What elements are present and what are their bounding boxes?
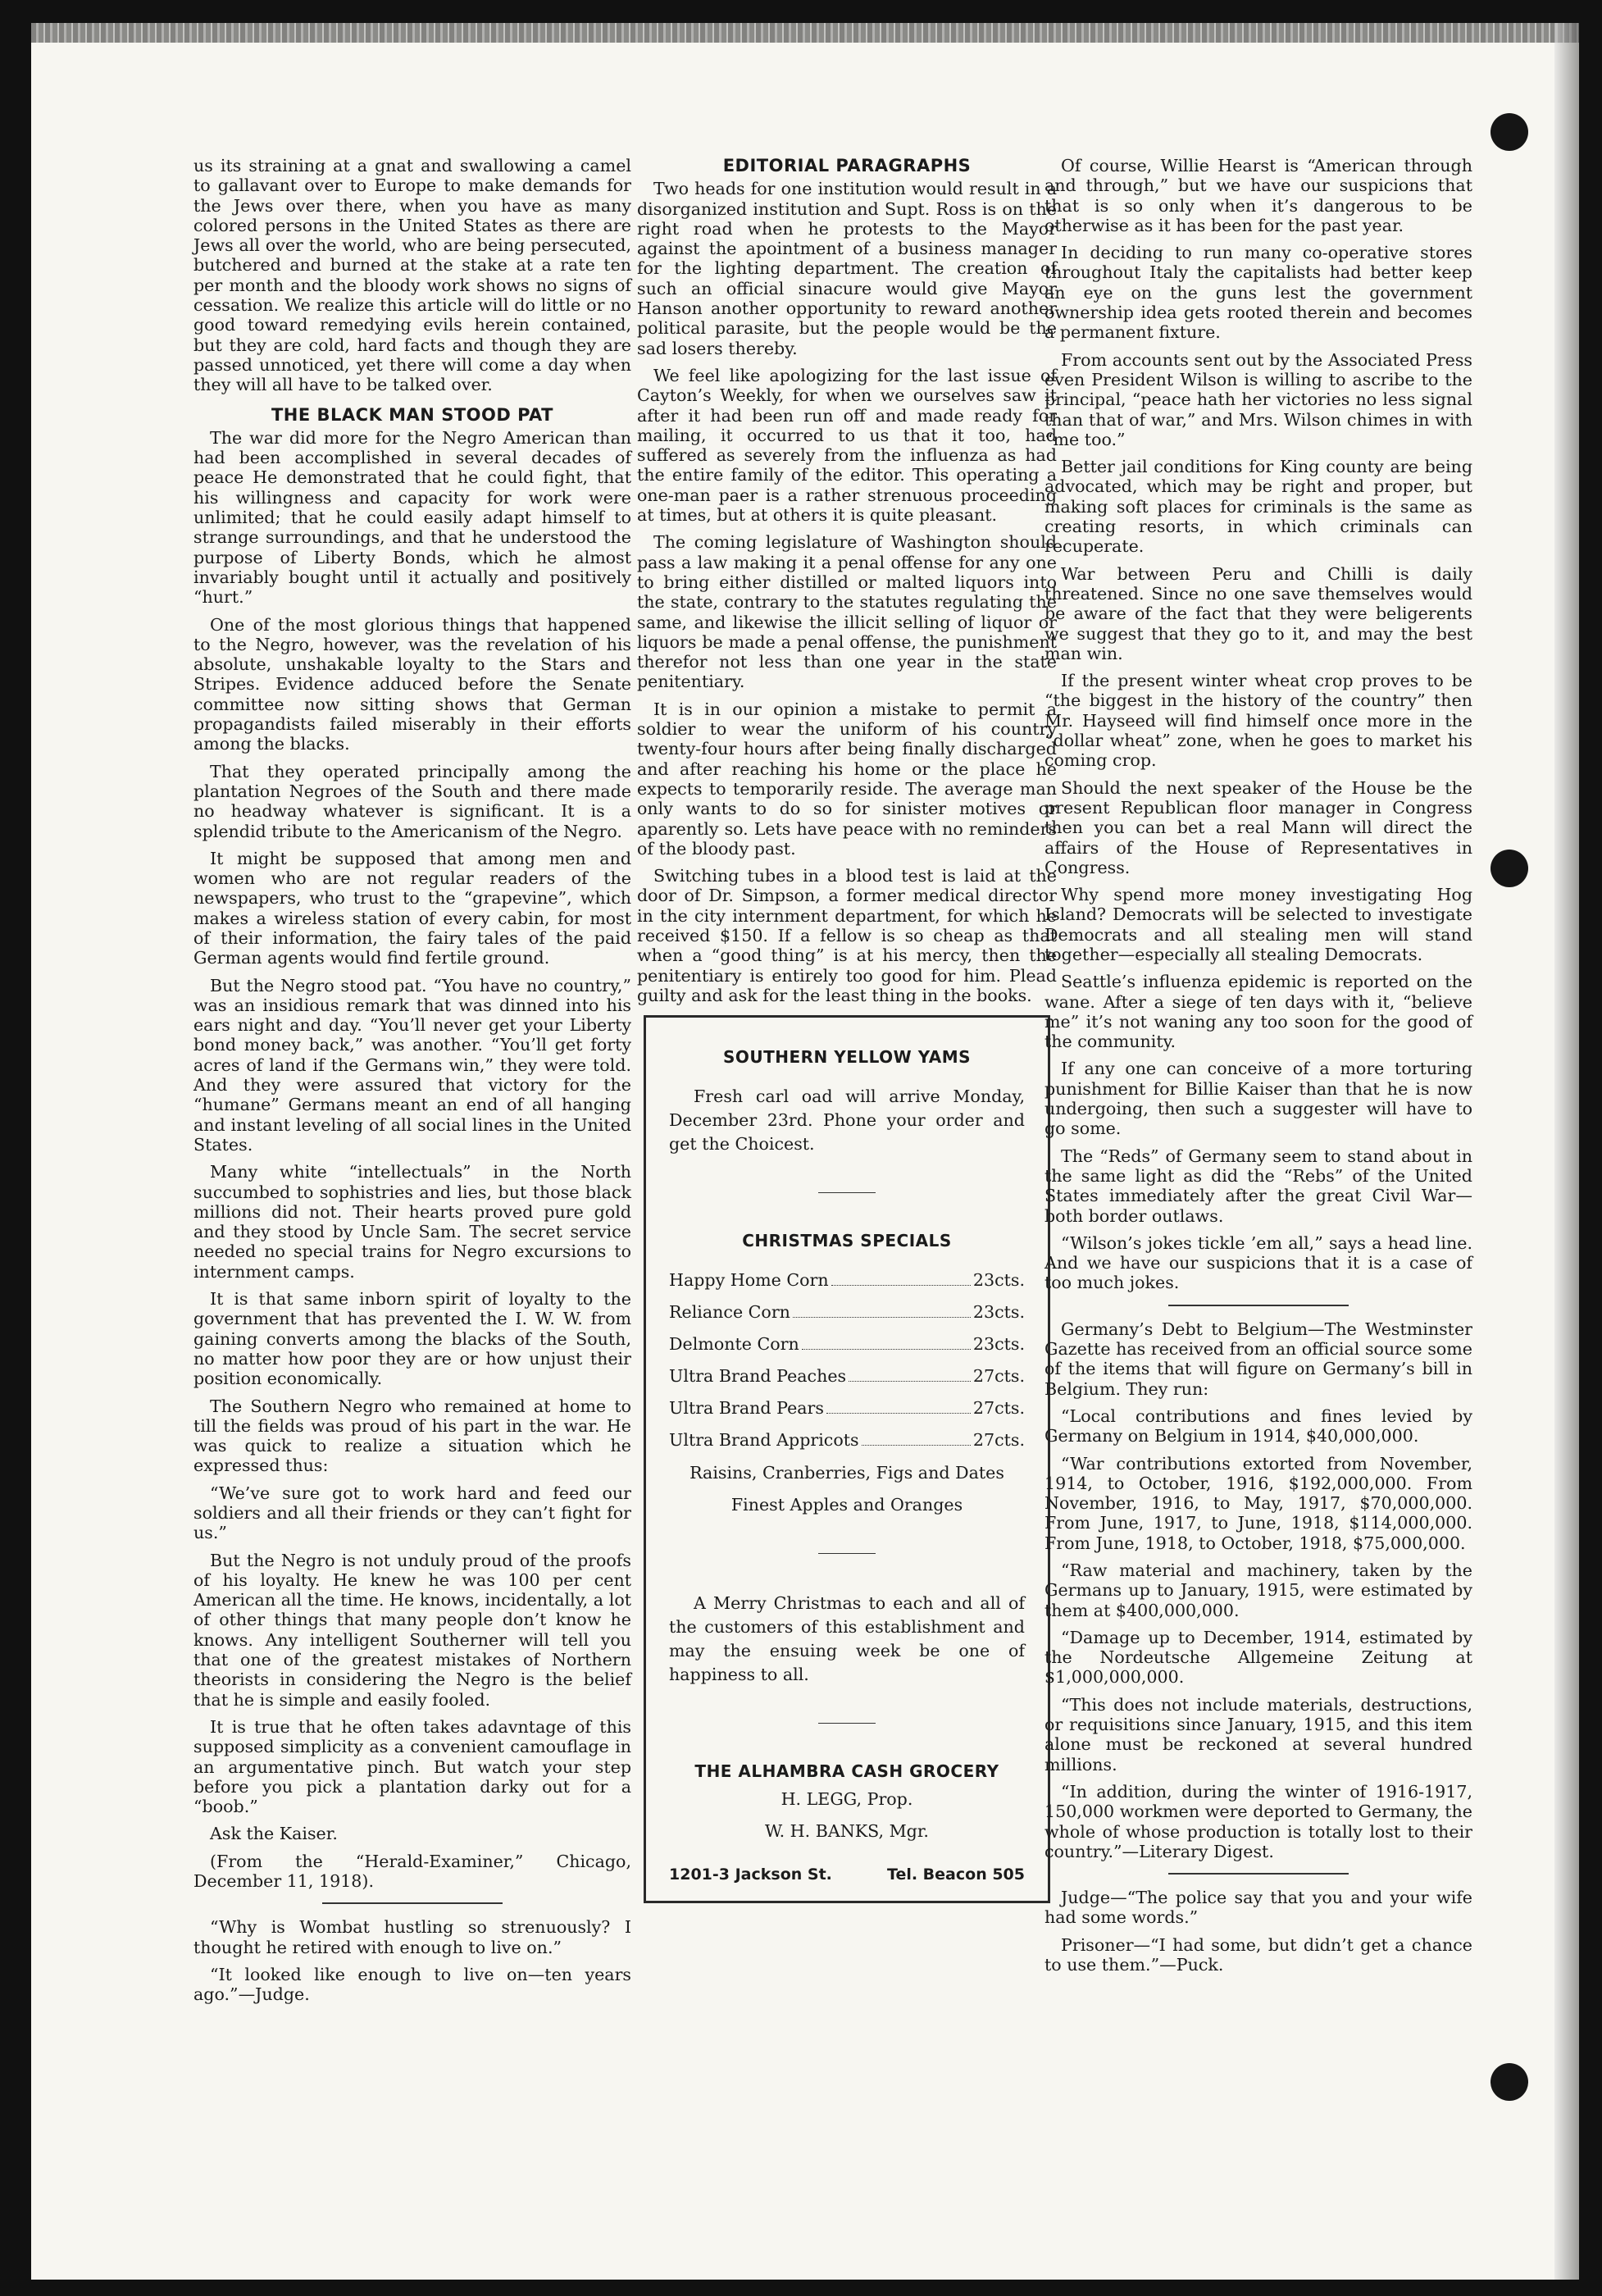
item-price: 27cts. (972, 1429, 1025, 1450)
paragraph: If the present winter wheat crop proves to be “the biggest in the history of the country” then Mr. Hayseed will find himself once more in the “dollar wheat” zone, when he goes to market his coming crop. (1044, 671, 1472, 771)
paragraph: Many white “intellectuals” in the North succumbed to sophistries and lies, but those black millions did not. Their hearts proved pure gold and they stood by Uncle Sam. The secret service needed no special trains for Negro excursions to internment camps. (193, 1162, 631, 1282)
paragraph: “Local contributions and fines levied by Germany on Belgium in 1914, $40,000,000. (1044, 1405, 1472, 1446)
paragraph: Of course, Willie Hearst is “American through and through,” but we have our suspicions that that is so only when it’s dangerous to be otherwise as it has been for the past year. (1044, 156, 1472, 235)
paragraph: In deciding to run many co-operative stores throughout Italy the capitalists had better keep an eye on the guns lest the government ownership idea gets rooted therein and becomes a permanent fixture. (1044, 243, 1472, 343)
ad-line: Raisins, Cranberries, Figs and Dates (689, 1462, 1004, 1483)
ad-title-yams: SOUTHERN YELLOW YAMS (722, 1047, 972, 1068)
store-address: 1201-3 Jackson St. (669, 1866, 832, 1884)
paragraph: “Raw material and machinery, taken by the Germans up to January, 1915, were estimated by them at $400,000,000. (1044, 1560, 1472, 1620)
paragraph: It might be supposed that among men and women who are not regular readers of the newspapers, who trust to the “grapevine”, which makes a wireless station of every cabin, for most of their information, the fairy tales of the paid German agents would find fertile ground. (193, 848, 631, 968)
newspaper-page (31, 23, 1579, 2280)
paragraph: It is in our opinion a mistake to permit a soldier to wear the uniform of his country twenty-four hours after being finally discharged and after reaching his home or the place he expects to temporarily reside. The average man only wants to do so for sinister motives or aparently so. Lets have peace with no reminders of the bloody past. (637, 699, 1057, 859)
joke-line: Judge—“The police say that you and your wife had some words.” (1044, 1888, 1472, 1928)
paragraph: Should the next speaker of the House be the present Republican floor manager in Congress then you can bet a real Mann will direct the affairs of the House of Representatives in Congress. (1044, 777, 1472, 877)
store-phone: Tel. Beacon 505 (887, 1866, 1025, 1884)
paragraph: But the Negro is not unduly proud of the proofs of his loyalty. He knew he was 100 per cent American all the time. He knows, incidentally, a lot of other things that many people don’t know he knows. Any intelligent Southerner will tell you that one of the greatest mistakes of Northern theorists in considering the Negro is the belief that he is simple and easily fooled. (193, 1550, 631, 1710)
item-name: Happy Home Corn (669, 1269, 829, 1290)
paragraph: If any one can conceive of a more torturing punishment for Billie Kaiser than that he is now undergoing, then such a suggester will have to go some. (1044, 1059, 1472, 1139)
scan-edge (31, 23, 1579, 43)
paragraph: The “Reds” of Germany seem to stand about in the same light as did the “Rebs” of the United States immediately after the great Civil War—both border outlaws. (1044, 1146, 1472, 1226)
paragraph: That they operated principally among the plantation Negroes of the South and there made no headway whatever is significant. It is a splendid tribute to the Americanism of the Negro. (193, 761, 631, 841)
item-price: 23cts. (972, 1301, 1025, 1322)
divider (1168, 1305, 1349, 1306)
price-row (669, 1301, 1025, 1323)
paragraph: “Wilson’s jokes tickle ’em all,” says a head line. And we have our suspicions that it is a case of too much jokes. (1044, 1232, 1472, 1293)
item-price: 23cts. (972, 1269, 1025, 1290)
store-proprietor: H. LEGG, Prop. (781, 1789, 913, 1810)
divider (818, 1723, 876, 1724)
editorial-heading: EDITORIAL PARAGRAPHS (722, 156, 972, 175)
paragraph: It is that same inborn spirit of loyalty to the government that has prevented the I. W. W. from gaining converts among the blacks of the South, no matter how poor they are or how unjust their position economically. (193, 1289, 631, 1389)
paragraph: The war did more for the Negro American than had been accomplished in several decades of peace He demonstrated that he could fight, that his willingness and capacity for work were unlimited; that he could easily adapt himself to strange surroundings, and that he understood the purpose of Liberty Bonds, which he almost invariably bought until it actually and positively “hurt.” (193, 427, 631, 608)
leader-dots (862, 1445, 971, 1446)
store-name: THE ALHAMBRA CASH GROCERY (694, 1761, 999, 1781)
item-price: 27cts. (972, 1365, 1025, 1386)
price-row (669, 1397, 1025, 1419)
punch-hole (1490, 113, 1528, 151)
paragraph: Seattle’s influenza epidemic is reported on the wane. After a siege of ten days with it, “believe me” it’s not waning any too soon for the good of the community. (1044, 972, 1472, 1052)
ad-line: Finest Apples and Oranges (730, 1494, 963, 1515)
ad-text-yams: Fresh carl oad will arrive Monday, December 23rd. Phone your order and get the Choicest. (669, 1086, 1025, 1155)
column-1 (193, 156, 631, 2012)
paragraph: The Southern Negro who remained at home to till the fields was proud of his part in the war. He was quick to realize a situation which he expressed thus: (193, 1396, 631, 1476)
column-3 (1044, 156, 1472, 1982)
price-row (669, 1333, 1025, 1355)
divider (1168, 1873, 1349, 1875)
joke-line: “Why is Wombat hustling so strenuously? I thought he retired with enough to live on.” (193, 1917, 631, 1957)
store-contact (669, 1865, 1025, 1884)
paragraph: Switching tubes in a blood test is laid at the door of Dr. Simpson, a former medical director in the city internment department, for which he received $150. If a fellow is so cheap as that when a “good thing” is at his mercy, then the penitentiary is entirely too good for him. Plead guilty and ask for the least thing in the books. (637, 866, 1057, 1005)
paragraph: Germany’s Debt to Belgium—The Westminster Gazette has received from an official source some of the items that will figure on Germany’s bill in Belgium. They run: (1044, 1319, 1472, 1399)
item-name: Ultra Brand Pears (669, 1397, 824, 1418)
paragraph: Ask the Kaiser. (210, 1824, 338, 1844)
paragraph: “We’ve sure got to work hard and feed our soldiers and all their friends or they can’t fight for us.” (193, 1483, 631, 1543)
item-name: Reliance Corn (669, 1301, 790, 1322)
price-row (669, 1429, 1025, 1451)
leader-dots (826, 1413, 971, 1414)
joke-line: “It looked like enough to live on—ten years ago.”—Judge. (193, 1964, 631, 2005)
leader-dots (849, 1381, 971, 1382)
price-row (669, 1365, 1025, 1387)
paragraph: It is true that he often takes adavntage of this supposed simplicity as a convenient camouflage in an argumentative pinch. But watch your step before you pick a plantation darky out for a “boob.” (193, 1716, 631, 1817)
item-price: 27cts. (972, 1397, 1025, 1418)
punch-hole (1490, 850, 1528, 887)
leader-dots (802, 1349, 971, 1350)
paragraph: Why spend more money investigating Hog Island? Democrats will be selected to investigate Democrats and all stealing men will stand together—especially all stealing Democrats. (1044, 885, 1472, 964)
joke-line: Prisoner—“I had some, but didn’t get a chance to use them.”—Puck. (1044, 1934, 1472, 1975)
paragraph: “In addition, during the winter of 1916-1917, 150,000 workmen were deported to Germany, the whole of whose production is totally lost to their country.”—Literary Digest. (1044, 1781, 1472, 1861)
item-name: Ultra Brand Appricots (669, 1429, 859, 1450)
paragraph: One of the most glorious things that happened to the Negro, however, was the revelation of his absolute, unshakable loyalty to the Stars and Stripes. Evidence adduced before the Senate committee now sitting shows that German propagandists failed miserably in their efforts among the blacks. (193, 614, 631, 754)
punch-hole (1490, 2063, 1528, 2101)
item-name: Delmonte Corn (669, 1333, 799, 1354)
article-continuation: us its straining at a gnat and swallowing a camel to gallavant over to Europe to make demands for the Jews over there, when you have as many colored persons in the United States as there are Jews all over the world, who are being persecuted, butchered and burned at the stake at a rate ten per month and the bloody work shows no signs of cessation. We realize this article will do little or no good toward remedying evils herein contained, but they are cold, hard facts and though they are passed unnoticed, yet there will come a day when they will all have to be talked over. (193, 156, 631, 395)
paragraph: We feel like apologizing for the last issue of Cayton’s Weekly, for when we ourselves saw it after it had been run off and made ready for mailing, it occurred to us that it too, had suffered as severely from the influenza as had the entire family of the editor. This operating a one-man paer is a rather strenuous proceeding at times, but at others it is quite pleasant. (637, 365, 1057, 526)
grocery-advertisement (644, 1015, 1050, 1903)
item-name: Ultra Brand Peaches (669, 1365, 847, 1386)
divider (818, 1553, 876, 1554)
paragraph: Better jail conditions for King county are being advocated, which may be right and proper, but making soft places for criminals is the same as creating resorts, in which criminals can recuperate. (1044, 457, 1472, 557)
paragraph: “This does not include materials, destructions, or requisitions since January, 1915, and this item alone must be reckoned at several hundred millions. (1044, 1694, 1472, 1774)
price-row (669, 1269, 1025, 1291)
item-price: 23cts. (972, 1333, 1025, 1354)
citation: (From the “Herald-Examiner,” Chicago, December 11, 1918). (193, 1851, 631, 1892)
paragraph: War between Peru and Chilli is daily threatened. Since no one save themselves would be aware of the fact that they were beligerents we suggest that they go to it, and may the best man win. (1044, 563, 1472, 663)
divider (322, 1902, 503, 1904)
column-2 (637, 156, 1057, 1903)
paragraph: The coming legislature of Washington should pass a law making it a penal offense for any one to bring either distilled or malted liquors into the state, contrary to the statutes regulating the same, and likewise the illicit selling of liquor or liquors be made a penal offense, the punishment therefor not less than one year in the state penitentiary. (637, 532, 1057, 692)
divider (818, 1192, 876, 1193)
leader-dots (793, 1317, 971, 1318)
paragraph: Two heads for one institution would result in a disorganized institution and Supt. Ross is on the right road when he protests to the Mayor against the apointment of a business manager for the lighting department. The creation of such an official sinacure would give Mayor Hanson another opportunity to reward another political parasite, but the people would be the sad losers thereby. (637, 179, 1057, 358)
scan-edge-right (1554, 23, 1579, 2280)
article-heading: THE BLACK MAN STOOD PAT (271, 404, 554, 425)
ad-title-specials: CHRISTMAS SPECIALS (742, 1231, 952, 1251)
ad-greeting: A Merry Christmas to each and all of the customers of this establishment and may the ensuing week be one of happiness to all. (669, 1592, 1025, 1684)
paragraph: “Damage up to December, 1914, estimated by the Nordeutsche Allgemeine Zeitung at $1,000,000,000. (1044, 1627, 1472, 1688)
leader-dots (831, 1285, 971, 1286)
paragraph: From accounts sent out by the Associated Press even President Wilson is willing to ascribe to the principal, “peace hath her victories no less signal than that of war,” and Mrs. Wilson chimes in with “me too.” (1044, 349, 1472, 449)
paragraph: “War contributions extorted from November, 1914, to October, 1916, $192,000,000. From November, 1916, to May, 1917, $70,000,000. From June, 1917, to June, 1918, $114,000,000. From June, 1918, to October, 1918, $75,000,000. (1044, 1453, 1472, 1553)
paragraph: But the Negro stood pat. “You have no country,” was an insidious remark that was dinned into his ears night and day. “You’ll never get your Liberty bond money back,” was another. “You’ll get forty acres of land if the Germans win,” they were told. And they were assured that victory for the “humane” Germans meant an end of all hanging and instant leveling of all social lines in the United States. (193, 975, 631, 1155)
store-manager: W. H. BANKS, Mgr. (765, 1821, 929, 1842)
